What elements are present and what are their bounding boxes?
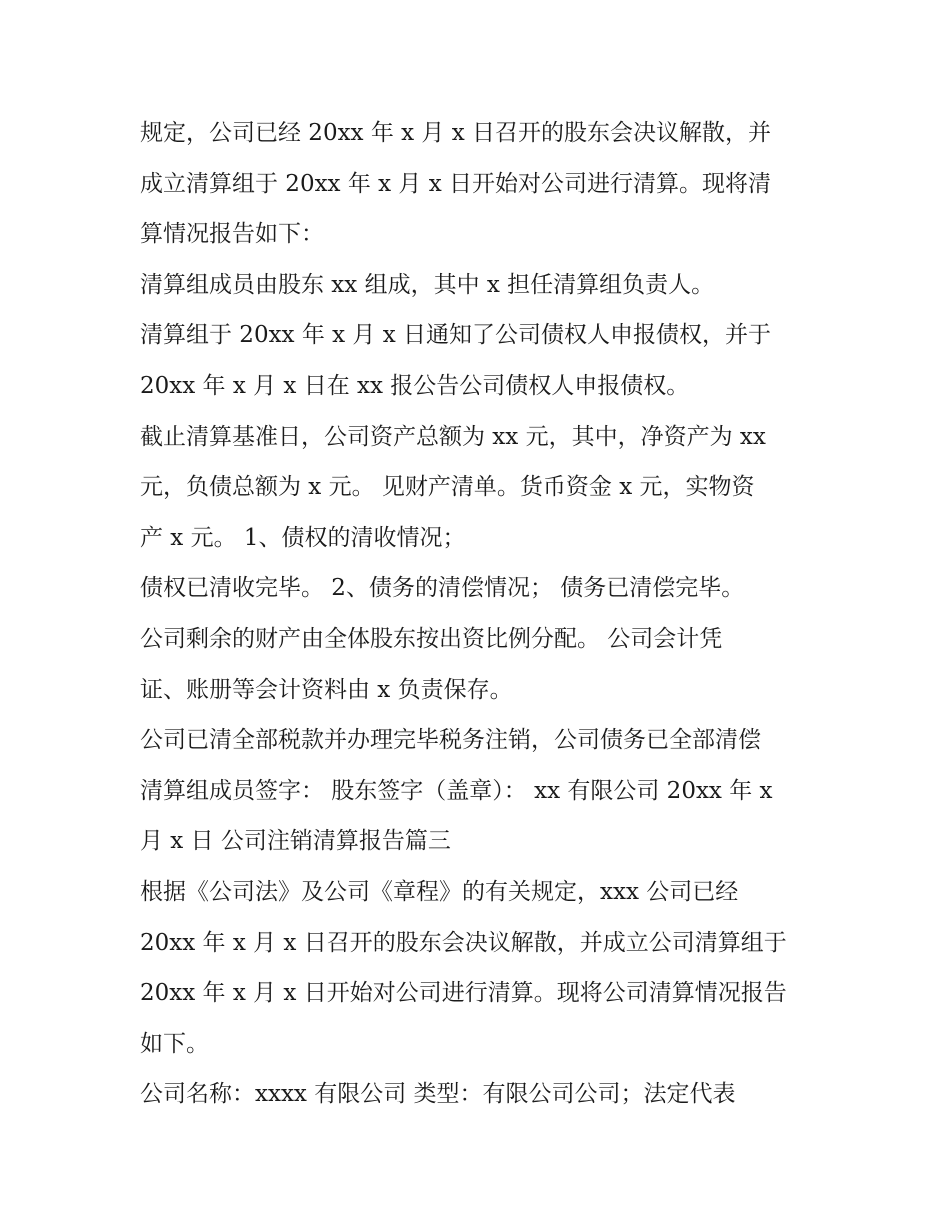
text-line: 如下。 <box>140 1030 209 1057</box>
text-line: 清算组成员签字： 股东签字（盖章）： xx 有限公司 20xx 年 x <box>140 777 773 804</box>
text-line: 20xx 年 x 月 x 日开始对公司进行清算。现将公司清算情况报告 <box>140 980 787 1007</box>
text-line: 20xx 年 x 月 x 日召开的股东会决议解散，并成立公司清算组于 <box>140 929 787 956</box>
text-line: 公司已清全部税款并办理完毕税务注销，公司债务已全部清偿 <box>140 727 761 754</box>
text-line: 根据《公司法》及公司《章程》的有关规定，xxx 公司已经 <box>140 878 739 905</box>
text-line: 产 x 元。 1、债权的清收情况； <box>140 524 466 551</box>
text-line: 清算组成员由股东 xx 组成，其中 x 担任清算组负责人。 <box>140 271 715 298</box>
text-line: 成立清算组于 20xx 年 x 月 x 日开始对公司进行清算。现将清 <box>140 170 772 197</box>
text-line: 20xx 年 x 月 x 日在 xx 报公告公司债权人申报债权。 <box>140 372 690 399</box>
text-line: 清算组于 20xx 年 x 月 x 日通知了公司债权人申报债权，并于 <box>140 322 772 349</box>
document-body <box>140 108 830 1120</box>
text-line: 算情况报告如下： <box>140 221 324 248</box>
text-line: 月 x 日 公司注销清算报告篇三 <box>140 828 451 855</box>
text-line: 公司剩余的财产由全体股东按出资比例分配。 公司会计凭 <box>140 625 723 652</box>
text-line: 截止清算基准日，公司资产总额为 xx 元，其中，净资产为 xx <box>140 423 766 450</box>
text-line: 债权已清收完毕。 2、债务的清偿情况； 债务已清偿完毕。 <box>140 575 745 602</box>
text-line: 证、账册等会计资料由 x 负责保存。 <box>140 676 513 703</box>
text-line: 公司名称：xxxx 有限公司 类型：有限公司公司；法定代表 <box>140 1081 736 1108</box>
text-line: 元，负债总额为 x 元。 见财产清单。货币资金 x 元，实物资 <box>140 474 755 501</box>
text-line: 规定，公司已经 20xx 年 x 月 x 日召开的股东会决议解散，并 <box>140 120 772 146</box>
